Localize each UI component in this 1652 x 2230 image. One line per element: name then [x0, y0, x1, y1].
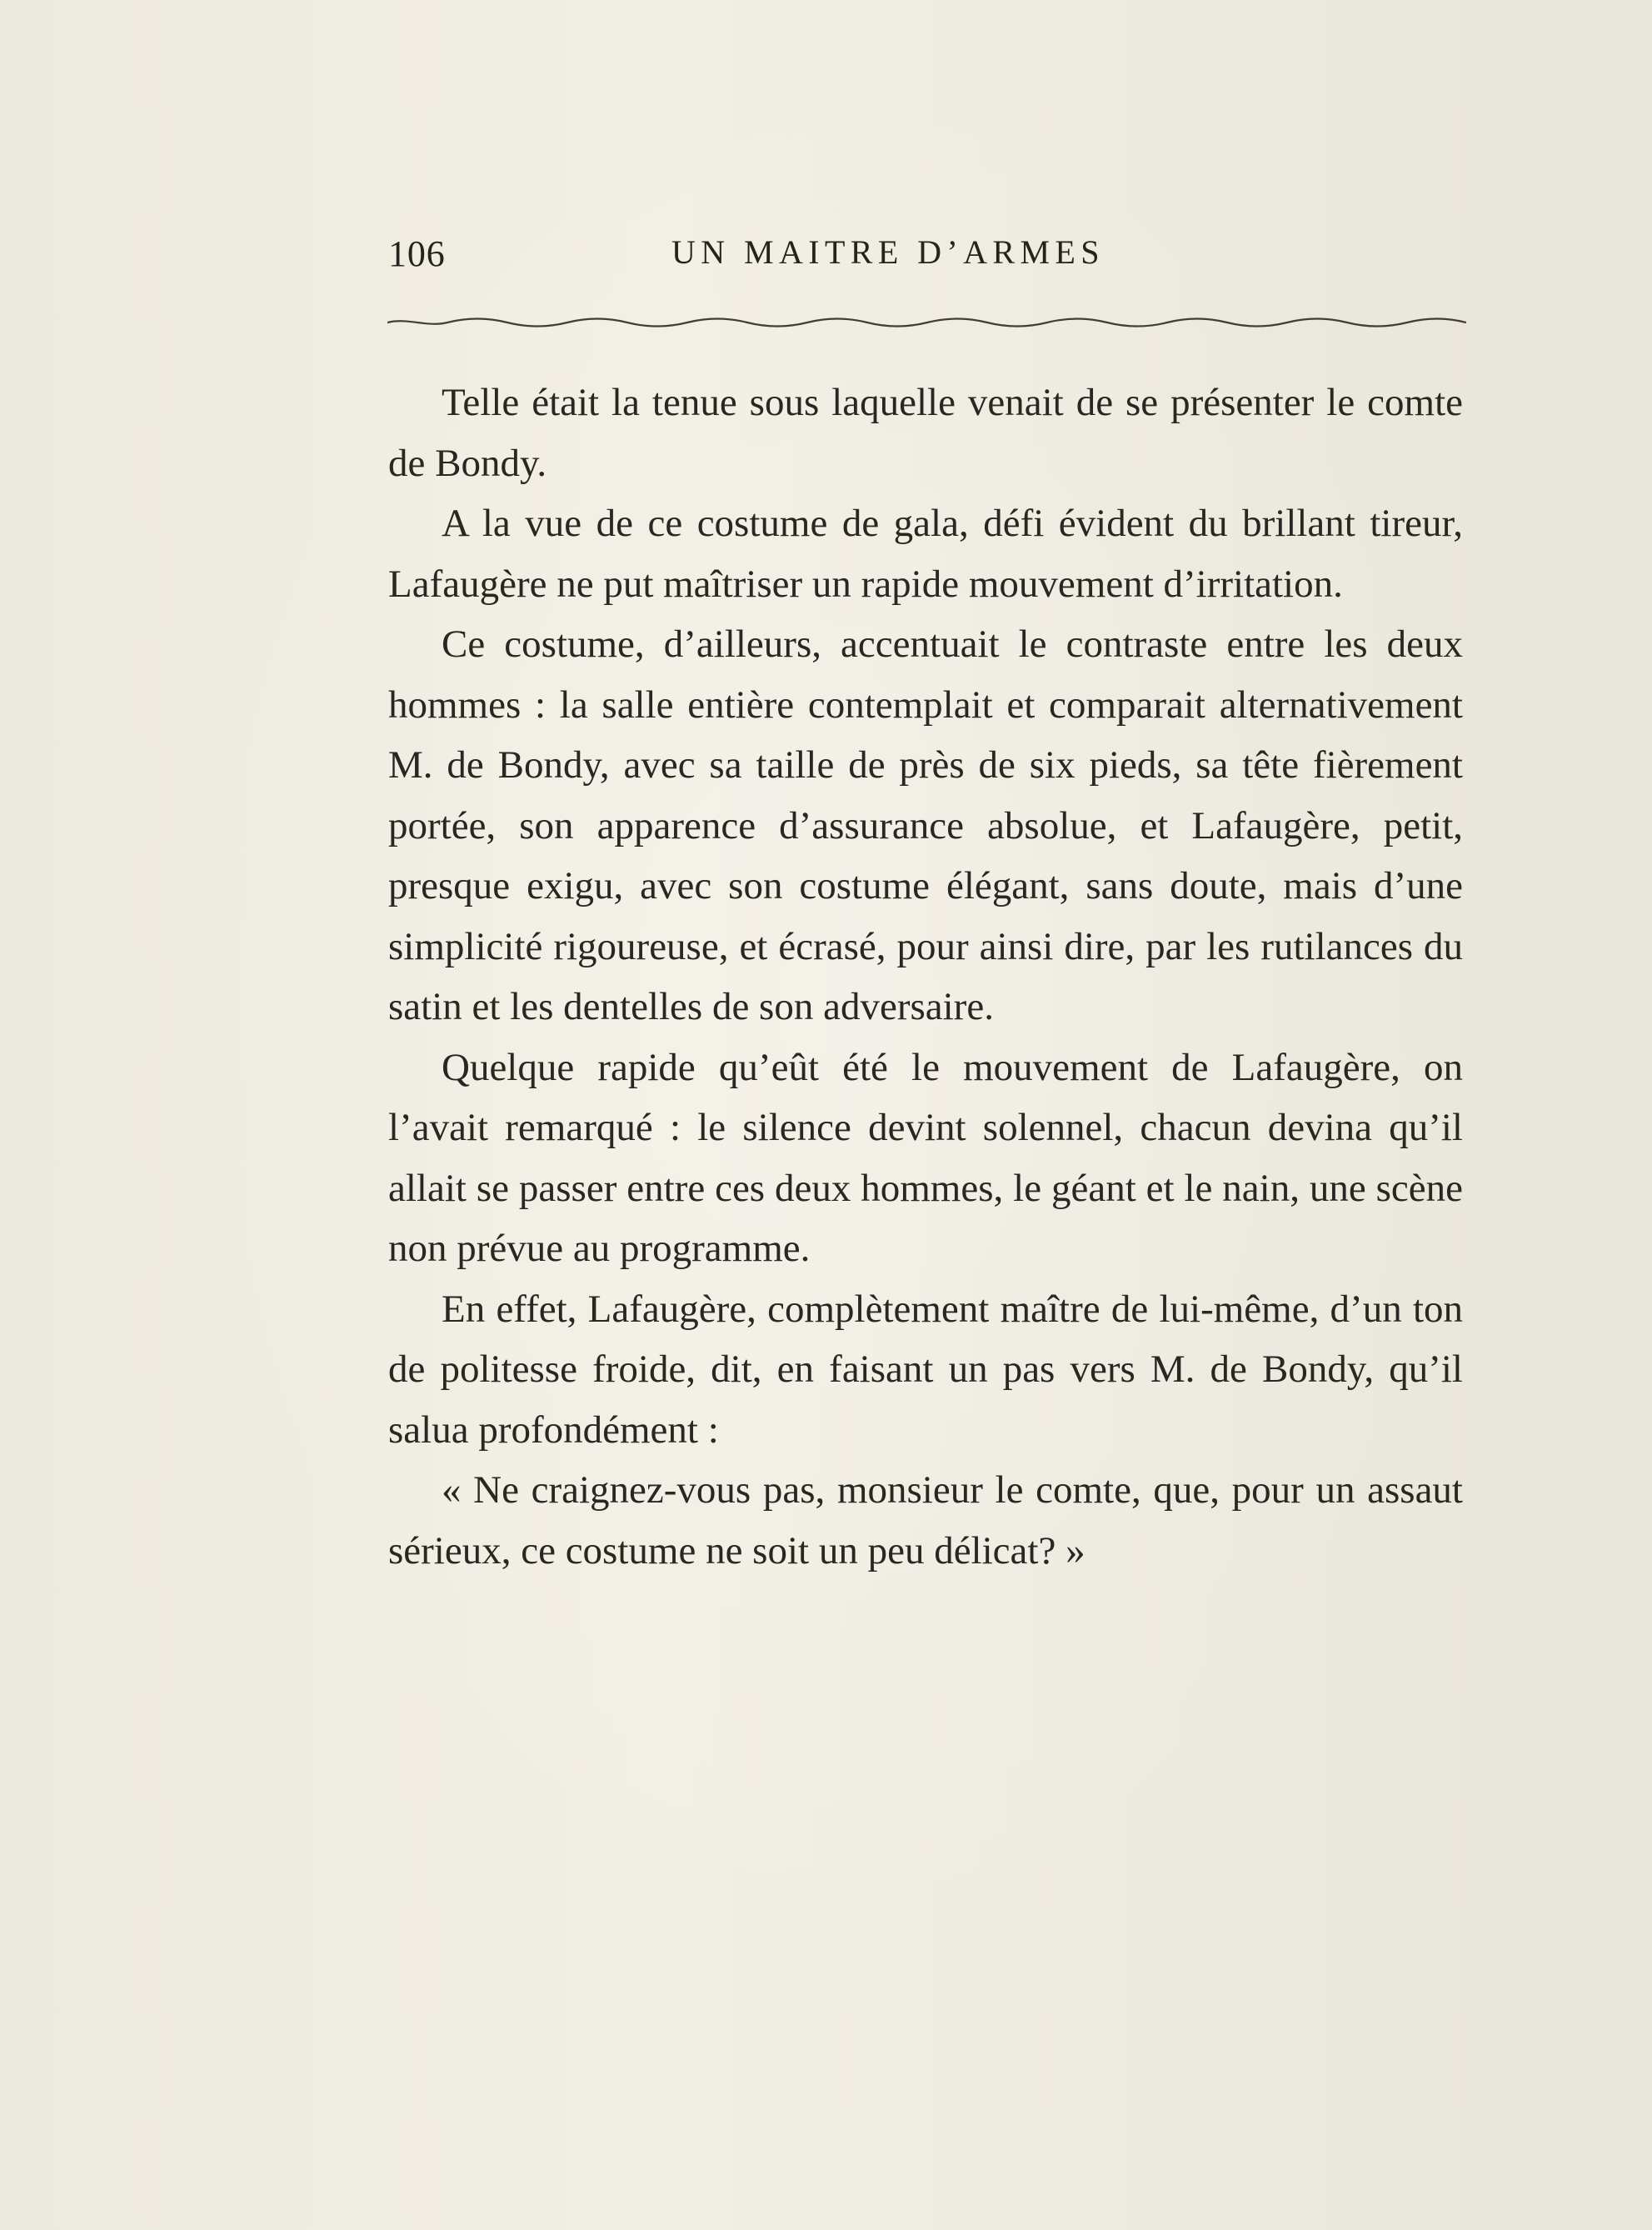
- paragraph-3: Ce costume, d’ailleurs, accentuait le contraste entre les deux hommes : la salle entière contemplait et comparait alternativement M. de Bondy, avec sa taille de près de six pieds, sa tête fièrement portée, son apparence d’assurance absolue, et Lafaugère, petit, presque exigu, avec son costume élégant, sans doute, mais d’une simplicité rigoureuse, et écrasé, pour ainsi dire, par les rutilances du satin et les dentelles de son adversaire.: [388, 622, 1463, 1028]
- main-text: [388, 372, 1463, 1581]
- page-number: 106: [388, 233, 446, 274]
- paragraph-4: Quelque rapide qu’eût été le mouvement de Lafaugère, on l’avait remarqué : le silence devint solennel, chacun devina qu’il allait se passer entre ces deux hommes, le géant et le nain, une scène non prévue au programme.: [388, 1045, 1463, 1270]
- running-title: UN MAITRE D’ARMES: [671, 233, 1105, 271]
- decorative-wavy-rule: [387, 315, 1466, 330]
- page-header: [388, 232, 1465, 282]
- paragraph-1: Telle était la tenue sous laquelle venait de se présenter le comte de Bondy.: [388, 381, 1463, 485]
- paragraph-6: « Ne craignez-vous pas, monsieur le comte, que, pour un assaut sérieux, ce costume ne soit un peu délicat? »: [388, 1468, 1463, 1572]
- paragraph-2: A la vue de ce costume de gala, défi évident du brillant tireur, Lafaugère ne put maîtriser un rapide mouvement d’irritation.: [388, 502, 1463, 606]
- paragraph-5: En effet, Lafaugère, complètement maître de lui-même, d’un ton de politesse froide, dit, en faisant un pas vers M. de Bondy, qu’il salua profondément :: [388, 1287, 1463, 1452]
